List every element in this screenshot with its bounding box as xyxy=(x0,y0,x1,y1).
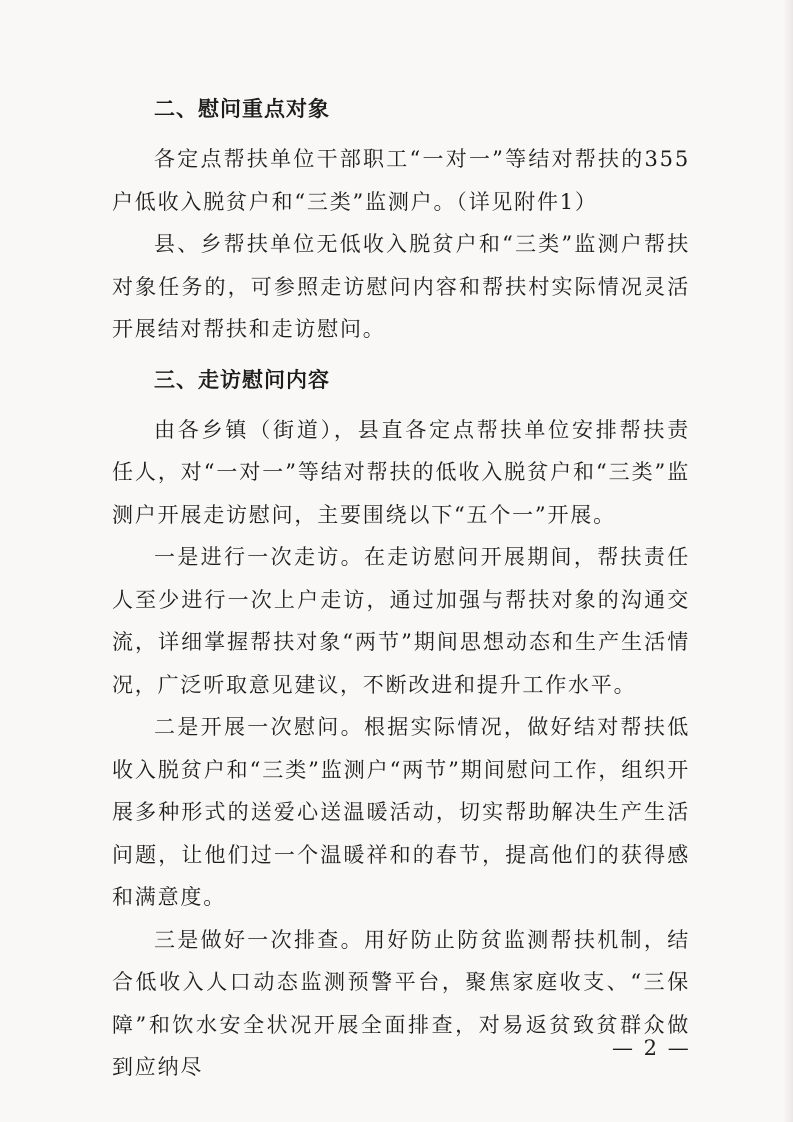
paragraph-visit-arrangement: 由各乡镇（街道），县直各定点帮扶单位安排帮扶责任人，对“一对一”等结对帮扶的低收入脱贫户和“三类”监测户开展走访慰问，主要围绕以下“五个一”开展。 xyxy=(112,417,690,527)
paragraph-target-households: 各定点帮扶单位干部职工“一对一”等结对帮扶的355户低收入脱贫户和“三类”监测户。（详见附件1） xyxy=(112,147,690,214)
document-page xyxy=(112,80,690,1089)
section-heading-visit-content: 三、走访慰问内容 xyxy=(154,367,330,392)
paragraph-conduct-inspection: 三是做好一次排查。用好防止防贫监测帮扶机制，结合低收入人口动态监测预警平台，聚焦家庭收支、“三保障”和饮水安全状况开展全面排查，对易返贫致贫群众做到应纳尽 xyxy=(112,927,690,1079)
paragraph-carry-out-condolence: 二是开展一次慰问。根据实际情况，做好结对帮扶低收入脱贫户和“三类”监测户“两节”期间慰问工作，组织开展多种形式的送爱心送温暖活动，切实帮助解决生产生活问题，让他们过一个温暖祥和的春节，提高他们的获得感和满意度。 xyxy=(112,715,690,909)
page-edge-shadow xyxy=(783,0,793,1122)
paragraph-no-target-units: 县、乡帮扶单位无低收入脱贫户和“三类”监测户帮扶对象任务的，可参照走访慰问内容和帮扶村实际情况灵活开展结对帮扶和走访慰问。 xyxy=(112,232,690,341)
page-number: — 2 — xyxy=(612,1036,691,1060)
section-heading-key-targets: 二、慰问重点对象 xyxy=(154,97,330,121)
paragraph-conduct-visit: 一是进行一次走访。在走访慰问开展期间，帮扶责任人至少进行一次上户走访，通过加强与帮扶对象的沟通交流，详细掌握帮扶对象“两节”期间思想动态和生产生活情况，广泛听取意见建议，不断改进和提升工作水平。 xyxy=(112,545,690,697)
